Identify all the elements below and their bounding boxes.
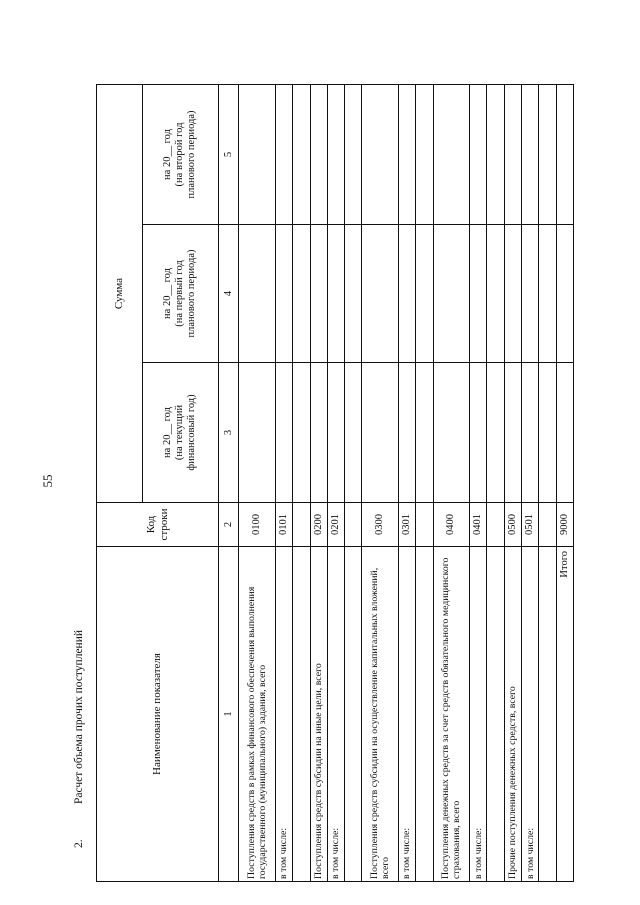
row-code <box>487 503 504 547</box>
total-sum-cell <box>556 84 573 224</box>
header-first-plan-year-line1: на 20__ год <box>162 268 174 319</box>
table-row <box>398 84 415 881</box>
sum-cell <box>470 363 487 503</box>
row-code <box>416 503 433 547</box>
sum-cell <box>433 363 470 503</box>
header-first-plan-year <box>142 225 218 363</box>
sum-cell <box>275 84 292 224</box>
row-code <box>293 503 310 547</box>
sum-cell <box>433 84 470 224</box>
sum-cell <box>293 225 310 363</box>
row-code: 0101 <box>275 503 292 547</box>
sum-cell <box>327 363 344 503</box>
sum-cell <box>362 225 399 363</box>
sum-cell <box>398 363 415 503</box>
sum-cell <box>470 84 487 224</box>
row-indicator-name: Поступления средств субсидии на осуществление капитальных вложений, всего <box>362 547 399 882</box>
sum-cell <box>345 225 362 363</box>
sum-cell <box>504 363 521 503</box>
header-current-year-line2: (на текущий <box>174 404 186 461</box>
table-row <box>239 84 276 881</box>
row-code: 0201 <box>327 503 344 547</box>
sum-cell <box>275 225 292 363</box>
total-row <box>556 84 573 881</box>
row-code: 0400 <box>433 503 470 547</box>
column-number: 4 <box>219 225 239 363</box>
row-indicator-name: в том числе: <box>522 547 539 882</box>
header-second-plan-year-line3: планового периода) <box>186 110 198 199</box>
sum-cell <box>293 84 310 224</box>
row-code <box>345 503 362 547</box>
row-indicator-name: Поступления средств субсидии на иные цели, всего <box>310 547 327 882</box>
header-row-code-text: Код строки <box>144 508 170 541</box>
section-heading <box>73 630 85 848</box>
row-indicator-name: Прочие поступления денежных средств, всего <box>504 547 521 882</box>
sum-cell <box>416 84 433 224</box>
header-current-year-line3: финансовый год) <box>186 394 198 471</box>
header-current-year <box>142 363 218 503</box>
sum-cell <box>487 84 504 224</box>
table-row <box>345 84 362 881</box>
row-code: 0500 <box>504 503 521 547</box>
row-code: 0100 <box>239 503 276 547</box>
sum-cell <box>539 225 556 363</box>
table-row <box>416 84 433 881</box>
row-indicator-name <box>416 547 433 882</box>
sum-cell <box>539 363 556 503</box>
total-code: 9000 <box>556 503 573 547</box>
column-number-row <box>219 84 239 881</box>
sum-cell <box>310 84 327 224</box>
table-row <box>487 84 504 881</box>
sum-cell <box>522 84 539 224</box>
row-code <box>539 503 556 547</box>
header-first-plan-year-line2: (на первый год <box>174 260 186 327</box>
table-row <box>522 84 539 881</box>
sum-cell <box>416 225 433 363</box>
sum-cell <box>345 84 362 224</box>
header-second-plan-year <box>142 84 218 224</box>
column-number: 2 <box>219 503 239 547</box>
row-code: 0501 <box>522 503 539 547</box>
table-row <box>470 84 487 881</box>
receipts-table <box>96 84 574 882</box>
page-number: 55 <box>40 474 55 488</box>
total-sum-cell <box>556 225 573 363</box>
row-indicator-name: Поступления средств в рамках финансового обеспечения выполнения государственного (муниципального) задания, всего <box>239 547 276 882</box>
column-number: 5 <box>219 84 239 224</box>
row-indicator-name <box>487 547 504 882</box>
header-sum: Сумма <box>97 84 143 502</box>
sum-cell <box>327 84 344 224</box>
header-current-year-line1: на 20__ год <box>162 407 174 458</box>
sum-cell <box>539 84 556 224</box>
sum-cell <box>398 84 415 224</box>
sum-cell <box>433 225 470 363</box>
total-label: Итого <box>556 547 573 882</box>
sum-cell <box>239 225 276 363</box>
row-code: 0300 <box>362 503 399 547</box>
row-code: 0200 <box>310 503 327 547</box>
row-indicator-name: в том числе: <box>398 547 415 882</box>
table-row <box>539 84 556 881</box>
sum-cell <box>487 225 504 363</box>
sum-cell <box>310 363 327 503</box>
header-row-code <box>97 503 219 547</box>
sum-cell <box>293 363 310 503</box>
table-row <box>433 84 470 881</box>
sum-cell <box>416 363 433 503</box>
header-indicator-name: Наименование показателя <box>97 547 219 882</box>
header-second-plan-year-line2: (на второй год <box>174 122 186 187</box>
sum-cell <box>522 363 539 503</box>
table-row <box>362 84 399 881</box>
sum-cell <box>362 363 399 503</box>
sum-cell <box>327 225 344 363</box>
total-sum-cell <box>556 363 573 503</box>
sum-cell <box>310 225 327 363</box>
table-row <box>275 84 292 881</box>
sum-cell <box>487 363 504 503</box>
table-row <box>327 84 344 881</box>
sum-cell <box>345 363 362 503</box>
sum-cell <box>398 225 415 363</box>
column-number: 1 <box>219 547 239 882</box>
section-number: 2. <box>73 839 85 848</box>
table-row <box>293 84 310 881</box>
sum-cell <box>522 225 539 363</box>
sum-cell <box>470 225 487 363</box>
row-indicator-name: в том числе: <box>275 547 292 882</box>
sum-cell <box>239 84 276 224</box>
section-title: Расчет объема прочих поступлений <box>73 629 85 804</box>
table-row <box>310 84 327 881</box>
sum-cell <box>504 225 521 363</box>
sum-cell <box>239 363 276 503</box>
sum-cell <box>362 84 399 224</box>
sum-cell <box>275 363 292 503</box>
column-number: 3 <box>219 363 239 503</box>
header-second-plan-year-line1: на 20__ год <box>162 129 174 180</box>
row-indicator-name: в том числе: <box>470 547 487 882</box>
header-first-plan-year-line3: планового периода) <box>186 249 198 338</box>
row-code: 0401 <box>470 503 487 547</box>
table-row <box>504 84 521 881</box>
row-indicator-name <box>293 547 310 882</box>
row-indicator-name <box>345 547 362 882</box>
sum-cell <box>504 84 521 224</box>
row-indicator-name <box>539 547 556 882</box>
row-code: 0301 <box>398 503 415 547</box>
row-indicator-name: в том числе: <box>327 547 344 882</box>
row-indicator-name: Поступления денежных средств за счет средств обязательного медицинского страхования, всего <box>433 547 470 882</box>
